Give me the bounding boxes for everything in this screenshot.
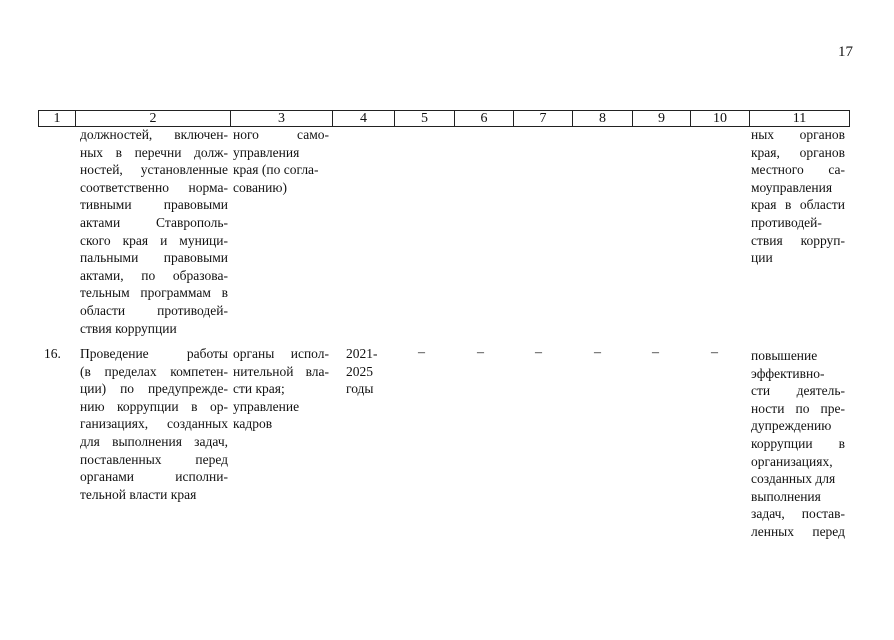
header-col-1: 1 — [39, 111, 76, 127]
text-line: организациях, — [751, 453, 833, 469]
text-line: поставленных перед — [80, 451, 228, 467]
text-line: задач, постав- — [751, 506, 845, 522]
text-line: 2021- — [346, 346, 378, 361]
text-line: актами, по образова- — [80, 267, 228, 283]
text-line: для выполнения задач, — [80, 433, 228, 449]
continued-col11 — [751, 126, 845, 267]
text-line: выполнения — [751, 488, 821, 504]
header-col-2: 2 — [76, 111, 231, 127]
continued-col3 — [233, 126, 329, 196]
row-16-col5: – — [418, 345, 425, 360]
text-line: края, органов — [751, 144, 845, 160]
text-line: 2025 — [346, 363, 373, 379]
text-line: соответственно норма- — [80, 179, 228, 195]
text-line: Проведение работы — [80, 346, 228, 361]
text-line: управления — [233, 144, 300, 160]
row-16-col11 — [751, 347, 845, 541]
row-16-number: 16. — [44, 346, 61, 361]
row-16-col9: – — [652, 345, 659, 360]
text-line: тивными правовыми — [80, 197, 228, 213]
header-col-3: 3 — [231, 111, 333, 127]
text-line: моуправления — [751, 179, 833, 195]
text-line: пальными правовыми — [80, 250, 228, 266]
text-line: коррупции в — [751, 435, 845, 451]
text-line: ции) по предупрежде- — [80, 381, 228, 397]
header-col-6: 6 — [455, 111, 514, 127]
text-line: противодей- — [751, 214, 822, 230]
text-line: ных в перечни долж- — [80, 144, 228, 160]
text-line: ствия корруп- — [751, 232, 845, 248]
row-16-col7: – — [535, 345, 542, 360]
text-line: актами Ставрополь- — [80, 214, 228, 230]
text-line: кадров — [233, 416, 273, 432]
header-col-10: 10 — [691, 111, 750, 127]
text-line: области противодей- — [80, 302, 228, 318]
text-line: эффективно- — [751, 365, 825, 381]
text-line: ных органов — [751, 127, 845, 142]
text-line: ского края и муници- — [80, 232, 228, 248]
header-col-11: 11 — [750, 111, 850, 127]
row-16-col3 — [233, 345, 329, 433]
text-line: годы — [346, 381, 374, 397]
text-line: нительной вла- — [233, 363, 329, 379]
text-line: сти деятель- — [751, 383, 845, 399]
text-line: тельным программам в — [80, 285, 228, 301]
text-line: края в области — [751, 197, 845, 213]
text-line: ствия коррупции — [80, 320, 177, 336]
text-line: созданных для — [751, 471, 836, 487]
text-line: края (по согла- — [233, 162, 319, 178]
text-line: управление — [233, 398, 300, 414]
row-16-col4 — [346, 345, 386, 398]
text-line: тельной власти края — [80, 486, 197, 502]
text-line: органами исполни- — [80, 469, 228, 485]
text-line: ции — [751, 250, 773, 266]
row-16-col10: – — [711, 345, 718, 360]
text-line: (в пределах компетен- — [80, 363, 228, 379]
text-line: ленных перед — [751, 523, 845, 539]
row-16-col2 — [80, 345, 228, 503]
table-header — [38, 110, 850, 127]
header-col-5: 5 — [395, 111, 455, 127]
row-16-col6: – — [477, 345, 484, 360]
text-line: ностей, установленные — [80, 162, 228, 178]
text-line: ганизациях, созданных — [80, 416, 228, 432]
row-16-col8: – — [594, 345, 601, 360]
text-line: органы испол- — [233, 346, 329, 361]
text-line: сти края; — [233, 381, 285, 397]
header-col-8: 8 — [573, 111, 633, 127]
text-line: ности по пре- — [751, 400, 845, 416]
text-line: ного само- — [233, 127, 329, 142]
header-col-9: 9 — [633, 111, 691, 127]
text-line: местного са- — [751, 162, 845, 178]
text-line: дупреждению — [751, 418, 832, 434]
text-line: должностей, включен- — [80, 127, 228, 142]
text-line: повышение — [751, 348, 818, 363]
page-number: 17 — [838, 44, 853, 60]
header-col-4: 4 — [333, 111, 395, 127]
text-line: нию коррупции в ор- — [80, 398, 228, 414]
text-line: сованию) — [233, 179, 287, 195]
header-col-7: 7 — [514, 111, 573, 127]
continued-col2 — [80, 126, 228, 337]
